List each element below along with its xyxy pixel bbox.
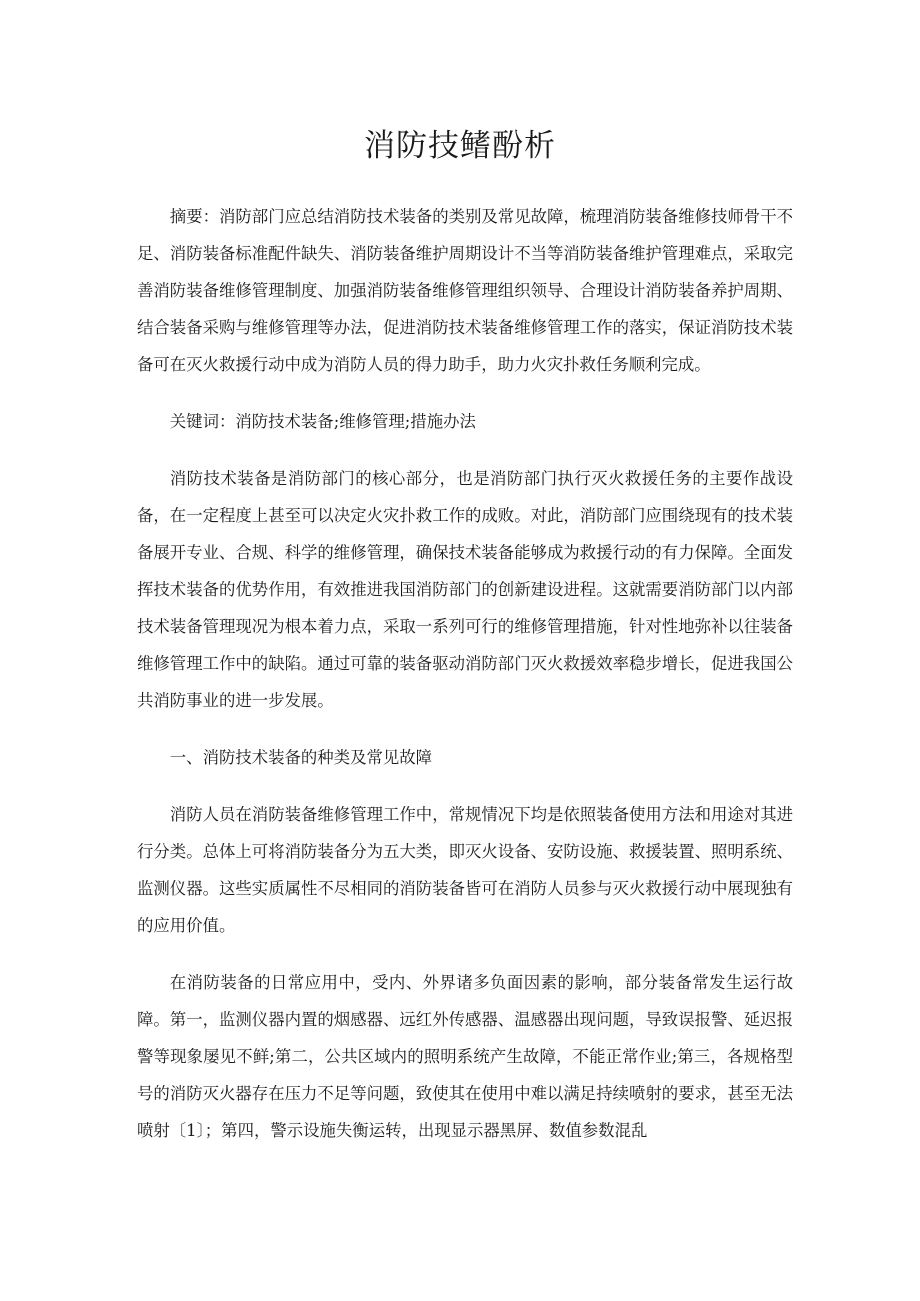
document-title: 消防技鳍酚析 xyxy=(364,128,556,164)
section-heading: 一、消防技术装备的种类及常见故障 xyxy=(169,748,433,767)
abstract-paragraph: 摘要：消防部门应总结消防技术装备的类别及常见故障，梳理消防装备维修技师骨干不足、消防装备标准配件缺失、消防装备维护周期设计不当等消防装备维护管理难点，采取完善消防装备维修管理制度、加强消防装备维修管理组织领导、合理设计消防装备养护周期、结合装备采购与维修管理等办法，促进消防技术装备维修管理工作的落实，保证消防技术装备可在灭火救援行动中成为消防人员的得力助手，助力火灾扑救任务顺利完成。 xyxy=(137,207,793,374)
intro-paragraph: 消防技术装备是消防部门的核心部分，也是消防部门执行灭火救援任务的主要作战设备，在一定程度上甚至可以决定火灾扑救工作的成败。对此，消防部门应围绕现有的技术装备展开专业、合规、科学的维修管理，确保技术装备能够成为救援行动的有力保障。全面发挥技术装备的优势作用，有效推进我国消防部门的创新建设进程。这就需要消防部门以内部技术装备管理现况为根本着力点，采取一系列可行的维修管理措施，针对性地弥补以往装备维修管理工作中的缺陷。通过可靠的装备驱动消防部门灭火救援效率稳步增长，促进我国公共消防事业的进一步发展。 xyxy=(137,469,793,710)
document-body xyxy=(137,198,793,1169)
body-paragraph: 在消防装备的日常应用中，受内、外界诸多负面因素的影响，部分装备常发生运行故障。第一，监测仪器内置的烟感器、远红外传感器、温感器出现问题，导致误报警、延迟报警等现象屡见不鲜;第二，公共区域内的照明系统产生故障，不能正常作业;第三，各规格型号的消防灭火器存在压力不足等问题，致使其在使用中难以满足持续喷射的要求，甚至无法喷射〔1〕；第四，警示设施失衡运转，出现显示器黑屏、数值参数混乱 xyxy=(137,973,793,1140)
body-paragraph: 消防人员在消防装备维修管理工作中，常规情况下均是依照装备使用方法和用途对其进行分类。总体上可将消防装备分为五大类，即灭火设备、安防设施、救援装置、照明系统、监测仪器。这些实质属性不尽相同的消防装备皆可在消防人员参与灭火救援行动中展现独有的应用价值。 xyxy=(137,805,793,935)
keywords-paragraph: 关键词：消防技术装备;维修管理;措施办法 xyxy=(169,412,476,431)
